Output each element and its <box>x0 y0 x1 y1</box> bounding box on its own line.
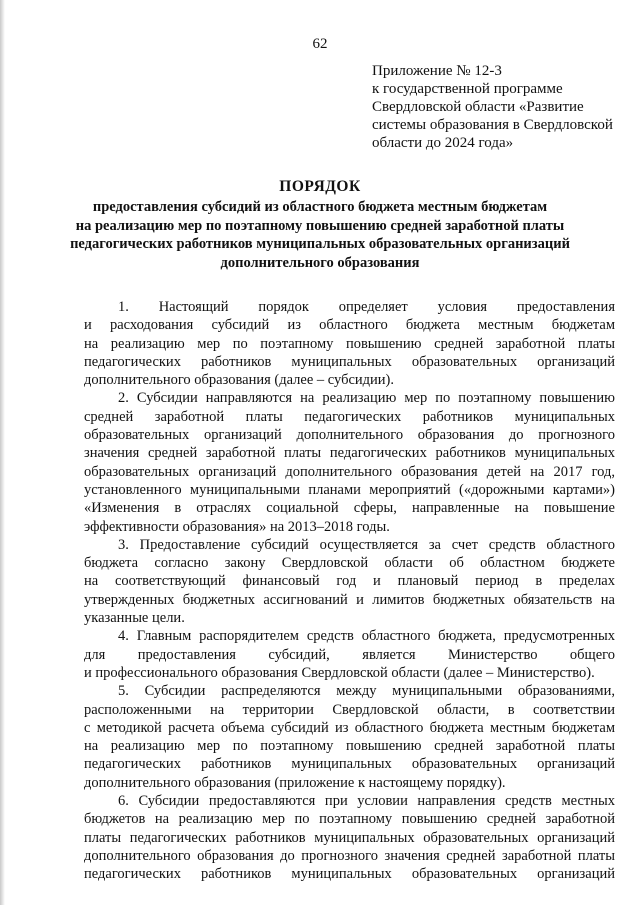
body-line: с методикой расчета объема субсидий из областного бюджета местным бюджетам <box>84 719 615 736</box>
body-line: бюджета согласно закону Свердловской области об областном бюджете <box>84 555 615 572</box>
body-line: платы педагогических работников муниципальных образовательных организаций <box>84 829 615 846</box>
body-line: установленного муниципальными планами мероприятий («дорожными картами») <box>84 481 615 498</box>
body-line: педагогических работников муниципальных образовательных организаций <box>84 756 615 773</box>
body-line: образовательных организаций дополнительного образования до прогнозного <box>84 427 615 444</box>
body-line: 5. Субсидии распределяются между муниципальными образованиями, <box>118 683 615 700</box>
body-line: 6. Субсидии предоставляются при условии направления средств местных <box>118 793 615 810</box>
document-title: ПОРЯДОК <box>279 178 361 195</box>
body-line: указанные цели. <box>84 610 185 627</box>
appendix-line: Свердловской области «Развитие <box>372 99 584 115</box>
body-line: дополнительного образования (далее – субсидии). <box>84 372 395 389</box>
body-line: на реализацию мер по поэтапному повышению средней заработной платы <box>84 335 615 352</box>
body-line: на реализацию мер по поэтапному повышению средней заработной платы <box>84 738 615 755</box>
body-line: бюджетов на реализацию мер по поэтапному повышению средней заработной <box>84 811 615 828</box>
subtitle-line: на реализацию мер по поэтапному повышению средней заработной платы <box>75 217 565 234</box>
document-body <box>84 298 615 884</box>
body-line: педагогических работников муниципальных образовательных организаций <box>84 866 615 883</box>
body-line: 4. Главным распорядителем средств областного бюджета, предусмотренных <box>118 628 615 645</box>
body-line: дополнительного образования (приложение к настоящему порядку). <box>84 774 506 791</box>
body-line: 3. Предоставление субсидий осуществляется за счет средств областного <box>118 536 615 553</box>
appendix-line: Приложение № 12-3 <box>372 63 502 79</box>
body-line: средней заработной платы педагогических работников муниципальных <box>84 408 615 425</box>
document-subtitle <box>60 198 580 272</box>
scan-edge-shadow <box>0 0 5 905</box>
body-line: 2. Субсидии направляются на реализацию мер по поэтапному повышению <box>118 390 615 407</box>
body-line: значения средней заработной платы педагогических работников муниципальных <box>84 445 615 462</box>
body-line: дополнительного образования до прогнозного значения средней заработной платы <box>84 847 615 864</box>
body-line: утвержденных бюджетных ассигнований и лимитов бюджетных обязательств на <box>84 591 615 608</box>
appendix-line: к государственной программе <box>372 81 563 97</box>
appendix-line: системы образования в Свердловской <box>372 117 613 133</box>
appendix-note <box>372 62 634 152</box>
body-line: педагогических работников муниципальных образовательных организаций <box>84 353 615 370</box>
body-line: и расходования субсидий из областного бюджета местным бюджетам <box>84 317 615 334</box>
body-line: для предоставления субсидий, является Министерство общего <box>84 646 615 663</box>
body-line: 1. Настоящий порядок определяет условия предоставления <box>118 299 615 315</box>
body-line: и профессионального образования Свердловской области (далее – Министерство). <box>84 664 595 681</box>
body-line: образовательных организаций дополнительного образования детей на 2017 год, <box>84 463 615 480</box>
subtitle-line: педагогических работников муниципальных образовательных организаций <box>70 236 570 252</box>
subtitle-line: предоставления субсидий из областного бюджета местным бюджетам <box>92 199 548 215</box>
appendix-line: области до 2024 года» <box>372 135 514 151</box>
body-line: на соответствующий финансовый год и плановый период в пределах <box>84 573 615 590</box>
page-number: 62 <box>312 36 328 52</box>
body-line: эффективности образования» на 2013–2018 годы. <box>84 518 390 535</box>
subtitle-line: дополнительного образования <box>220 254 420 271</box>
body-line: расположенными на территории Свердловской области, в соответствии <box>84 701 615 718</box>
body-line: «Изменения в отраслях социальной сферы, направленные на повышение <box>84 500 615 517</box>
